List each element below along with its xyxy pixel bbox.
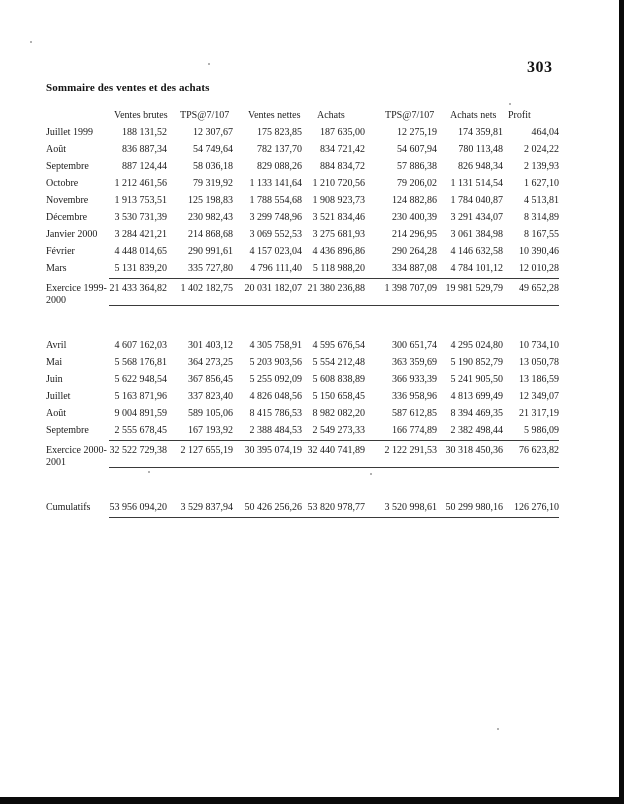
scan-speck [208,63,210,65]
cell-value: 3 521 834,46 [312,212,365,223]
cell-value: 5 163 871,96 [114,391,167,402]
row-label: Exercice 1999-2000 [46,283,107,306]
cell-value: 3 275 681,93 [312,229,365,240]
cell-value: 1 402 182,75 [180,283,233,294]
cell-value: 174 359,81 [458,127,503,138]
cell-value: 5 608 838,89 [312,374,365,385]
cell-value: 4 157 023,04 [249,246,302,257]
table-row [46,127,559,144]
row-label: Août [46,408,66,419]
table-row [46,408,559,425]
cell-value: 4 295 024,80 [450,340,503,351]
cell-value: 9 004 891,59 [114,408,167,419]
cell-value: 175 823,85 [257,127,302,138]
cell-value: 50 426 256,26 [244,502,302,513]
cell-value: 49 652,28 [519,283,559,294]
scan-speck [148,471,150,473]
cell-value: 364 273,25 [188,357,233,368]
cell-value: 2 139,93 [524,161,559,172]
sales-purchases-table [46,110,559,522]
row-label: Juin [46,374,63,385]
cell-value: 214 296,95 [392,229,437,240]
cell-value: 30 395 074,19 [244,445,302,456]
cell-value: 1 133 141,64 [249,178,302,189]
cell-value: 2 382 498,44 [450,425,503,436]
column-header: Ventes brutes [114,110,168,121]
cell-value: 4 448 014,65 [114,246,167,257]
section-gap [46,472,559,502]
cell-value: 363 359,69 [392,357,437,368]
cell-value: 19 981 529,79 [445,283,503,294]
cell-value: 301 403,12 [188,340,233,351]
cell-value: 3 069 552,53 [249,229,302,240]
cell-value: 2 555 678,45 [114,425,167,436]
cell-value: 366 933,39 [392,374,437,385]
cell-value: 334 887,08 [392,263,437,274]
cell-value: 3 299 748,96 [249,212,302,223]
cell-value: 335 727,80 [188,263,233,274]
row-label: Exercice 2000-2001 [46,445,107,468]
cell-value: 2 388 484,53 [249,425,302,436]
cell-value: 13 186,59 [519,374,559,385]
cell-value: 214 868,68 [188,229,233,240]
cell-value: 3 291 434,07 [450,212,503,223]
cell-value: 1 131 514,54 [450,178,503,189]
cell-value: 20 031 182,07 [244,283,302,294]
cell-value: 5 241 905,50 [450,374,503,385]
cell-value: 1 627,10 [524,178,559,189]
column-header: TPS@7/107 [385,110,435,121]
cell-value: 4 146 632,58 [450,246,503,257]
table-row [46,212,559,229]
row-label: Octobre [46,178,79,189]
cell-value: 336 958,96 [392,391,437,402]
scan-speck [497,728,499,730]
cell-value: 8 394 469,35 [450,408,503,419]
table-row [46,246,559,263]
table-row [46,195,559,212]
cell-value: 3 061 384,98 [450,229,503,240]
row-label: Juillet 1999 [46,127,93,138]
column-header: TPS@7/107 [180,110,230,121]
cell-value: 337 823,40 [188,391,233,402]
cell-value: 32 440 741,89 [307,445,365,456]
cell-value: 4 826 048,56 [249,391,302,402]
table-rule [109,305,559,306]
cell-value: 12 349,07 [519,391,559,402]
table-row [46,161,559,178]
cell-value: 5 986,09 [524,425,559,436]
cell-value: 3 520 998,61 [384,502,437,513]
row-label: Août [46,144,66,155]
cell-value: 464,04 [531,127,559,138]
cell-value: 3 529 837,94 [180,502,233,513]
cell-value: 4 813 699,49 [450,391,503,402]
cell-value: 167 193,92 [188,425,233,436]
row-label: Septembre [46,425,89,436]
cell-value: 12 010,28 [519,263,559,274]
row-label: Décembre [46,212,88,223]
cell-value: 54 607,94 [397,144,437,155]
cell-value: 230 982,43 [188,212,233,223]
scan-speck [370,473,372,475]
cell-value: 5 255 092,09 [249,374,302,385]
cell-value: 54 749,64 [193,144,233,155]
cell-value: 5 622 948,54 [114,374,167,385]
cell-value: 230 400,39 [392,212,437,223]
cell-value: 4 513,81 [524,195,559,206]
column-header: Achats [317,110,345,121]
document-title: Sommaire des ventes et des achats [46,82,210,94]
cell-value: 290 991,61 [188,246,233,257]
cell-value: 829 088,26 [257,161,302,172]
column-header: Profit [508,110,531,121]
cell-value: 76 623,82 [519,445,559,456]
cell-value: 58 036,18 [193,161,233,172]
scan-edge-right [619,0,624,804]
cell-value: 290 264,28 [392,246,437,257]
cell-value: 21 433 364,82 [109,283,167,294]
cell-value: 4 796 111,40 [250,263,302,274]
row-label: Avril [46,340,67,351]
cell-value: 124 882,86 [392,195,437,206]
scan-edge-bottom [0,797,624,804]
cell-value: 5 554 212,48 [312,357,365,368]
cell-value: 21 380 236,88 [307,283,365,294]
cell-value: 367 856,45 [188,374,233,385]
cell-value: 2 549 273,33 [312,425,365,436]
cell-value: 187 635,00 [320,127,365,138]
cell-value: 8 314,89 [524,212,559,223]
cell-value: 10 390,46 [519,246,559,257]
cell-value: 1 913 753,51 [114,195,167,206]
cell-value: 300 651,74 [392,340,437,351]
cell-value: 4 305 758,91 [249,340,302,351]
table-row [46,357,559,374]
cell-value: 1 788 554,68 [249,195,302,206]
cell-value: 8 415 786,53 [249,408,302,419]
table-row [46,445,559,469]
cell-value: 8 982 082,20 [312,408,365,419]
cell-value: 4 436 896,86 [312,246,365,257]
row-label: Septembre [46,161,89,172]
scan-speck [509,103,511,105]
cell-value: 8 167,55 [524,229,559,240]
cell-value: 2 127 655,19 [180,445,233,456]
cell-value: 589 105,06 [188,408,233,419]
cell-value: 5 203 903,56 [249,357,302,368]
cell-value: 30 318 450,36 [445,445,503,456]
table-row [46,374,559,391]
table-row [46,340,559,357]
table-rule [109,278,559,279]
cell-value: 1 212 461,56 [114,178,167,189]
cell-value: 5 118 988,20 [312,263,365,274]
scan-speck [30,41,32,43]
cell-value: 2 024,22 [524,144,559,155]
table-header [46,110,559,127]
row-label: Cumulatifs [46,502,91,513]
cell-value: 5 150 658,45 [312,391,365,402]
table-rule [109,467,559,468]
cell-value: 12 275,19 [397,127,437,138]
cell-value: 1 398 707,09 [384,283,437,294]
table-rule [109,517,559,518]
cell-value: 5 568 176,81 [114,357,167,368]
cell-value: 836 887,34 [122,144,167,155]
table-row [46,283,559,307]
cell-value: 782 137,70 [257,144,302,155]
cell-value: 32 522 729,38 [109,445,167,456]
cell-value: 587 612,85 [392,408,437,419]
column-header: Ventes nettes [248,110,301,121]
table-rule [109,440,559,441]
cell-value: 125 198,83 [188,195,233,206]
cell-value: 4 595 676,54 [312,340,365,351]
column-header: Achats nets [450,110,497,121]
cell-value: 1 784 040,87 [450,195,503,206]
cell-value: 126 276,10 [514,502,559,513]
table-row [46,144,559,161]
cell-value: 1 908 923,73 [312,195,365,206]
cell-value: 887 124,44 [122,161,167,172]
cell-value: 780 113,48 [458,144,503,155]
cell-value: 5 190 852,79 [450,357,503,368]
cell-value: 3 284 421,21 [114,229,167,240]
cell-value: 79 206,02 [397,178,437,189]
table-row [46,229,559,246]
cell-value: 13 050,78 [519,357,559,368]
cell-value: 188 131,52 [122,127,167,138]
section-gap [46,310,559,340]
cell-value: 1 210 720,56 [312,178,365,189]
cell-value: 21 317,19 [519,408,559,419]
row-label: Mars [46,263,67,274]
table-row [46,178,559,195]
cell-value: 5 131 839,20 [114,263,167,274]
cell-value: 12 307,67 [193,127,233,138]
row-label: Janvier 2000 [46,229,98,240]
cell-value: 2 122 291,53 [384,445,437,456]
cell-value: 4 784 101,12 [450,263,503,274]
cell-value: 3 530 731,39 [114,212,167,223]
cell-value: 10 734,10 [519,340,559,351]
cell-value: 166 774,89 [392,425,437,436]
cell-value: 53 820 978,77 [307,502,365,513]
table-row [46,391,559,408]
cell-value: 834 721,42 [320,144,365,155]
table-body [46,127,559,518]
cell-value: 4 607 162,03 [114,340,167,351]
cell-value: 50 299 980,16 [445,502,503,513]
row-label: Novembre [46,195,89,206]
cell-value: 57 886,38 [397,161,437,172]
row-label: Mai [46,357,63,368]
page-number: 303 [527,59,553,76]
cell-value: 826 948,34 [458,161,503,172]
cell-value: 884 834,72 [320,161,365,172]
row-label: Février [46,246,75,257]
row-label: Juillet [46,391,71,402]
cell-value: 53 956 094,20 [109,502,167,513]
cell-value: 79 319,92 [193,178,233,189]
